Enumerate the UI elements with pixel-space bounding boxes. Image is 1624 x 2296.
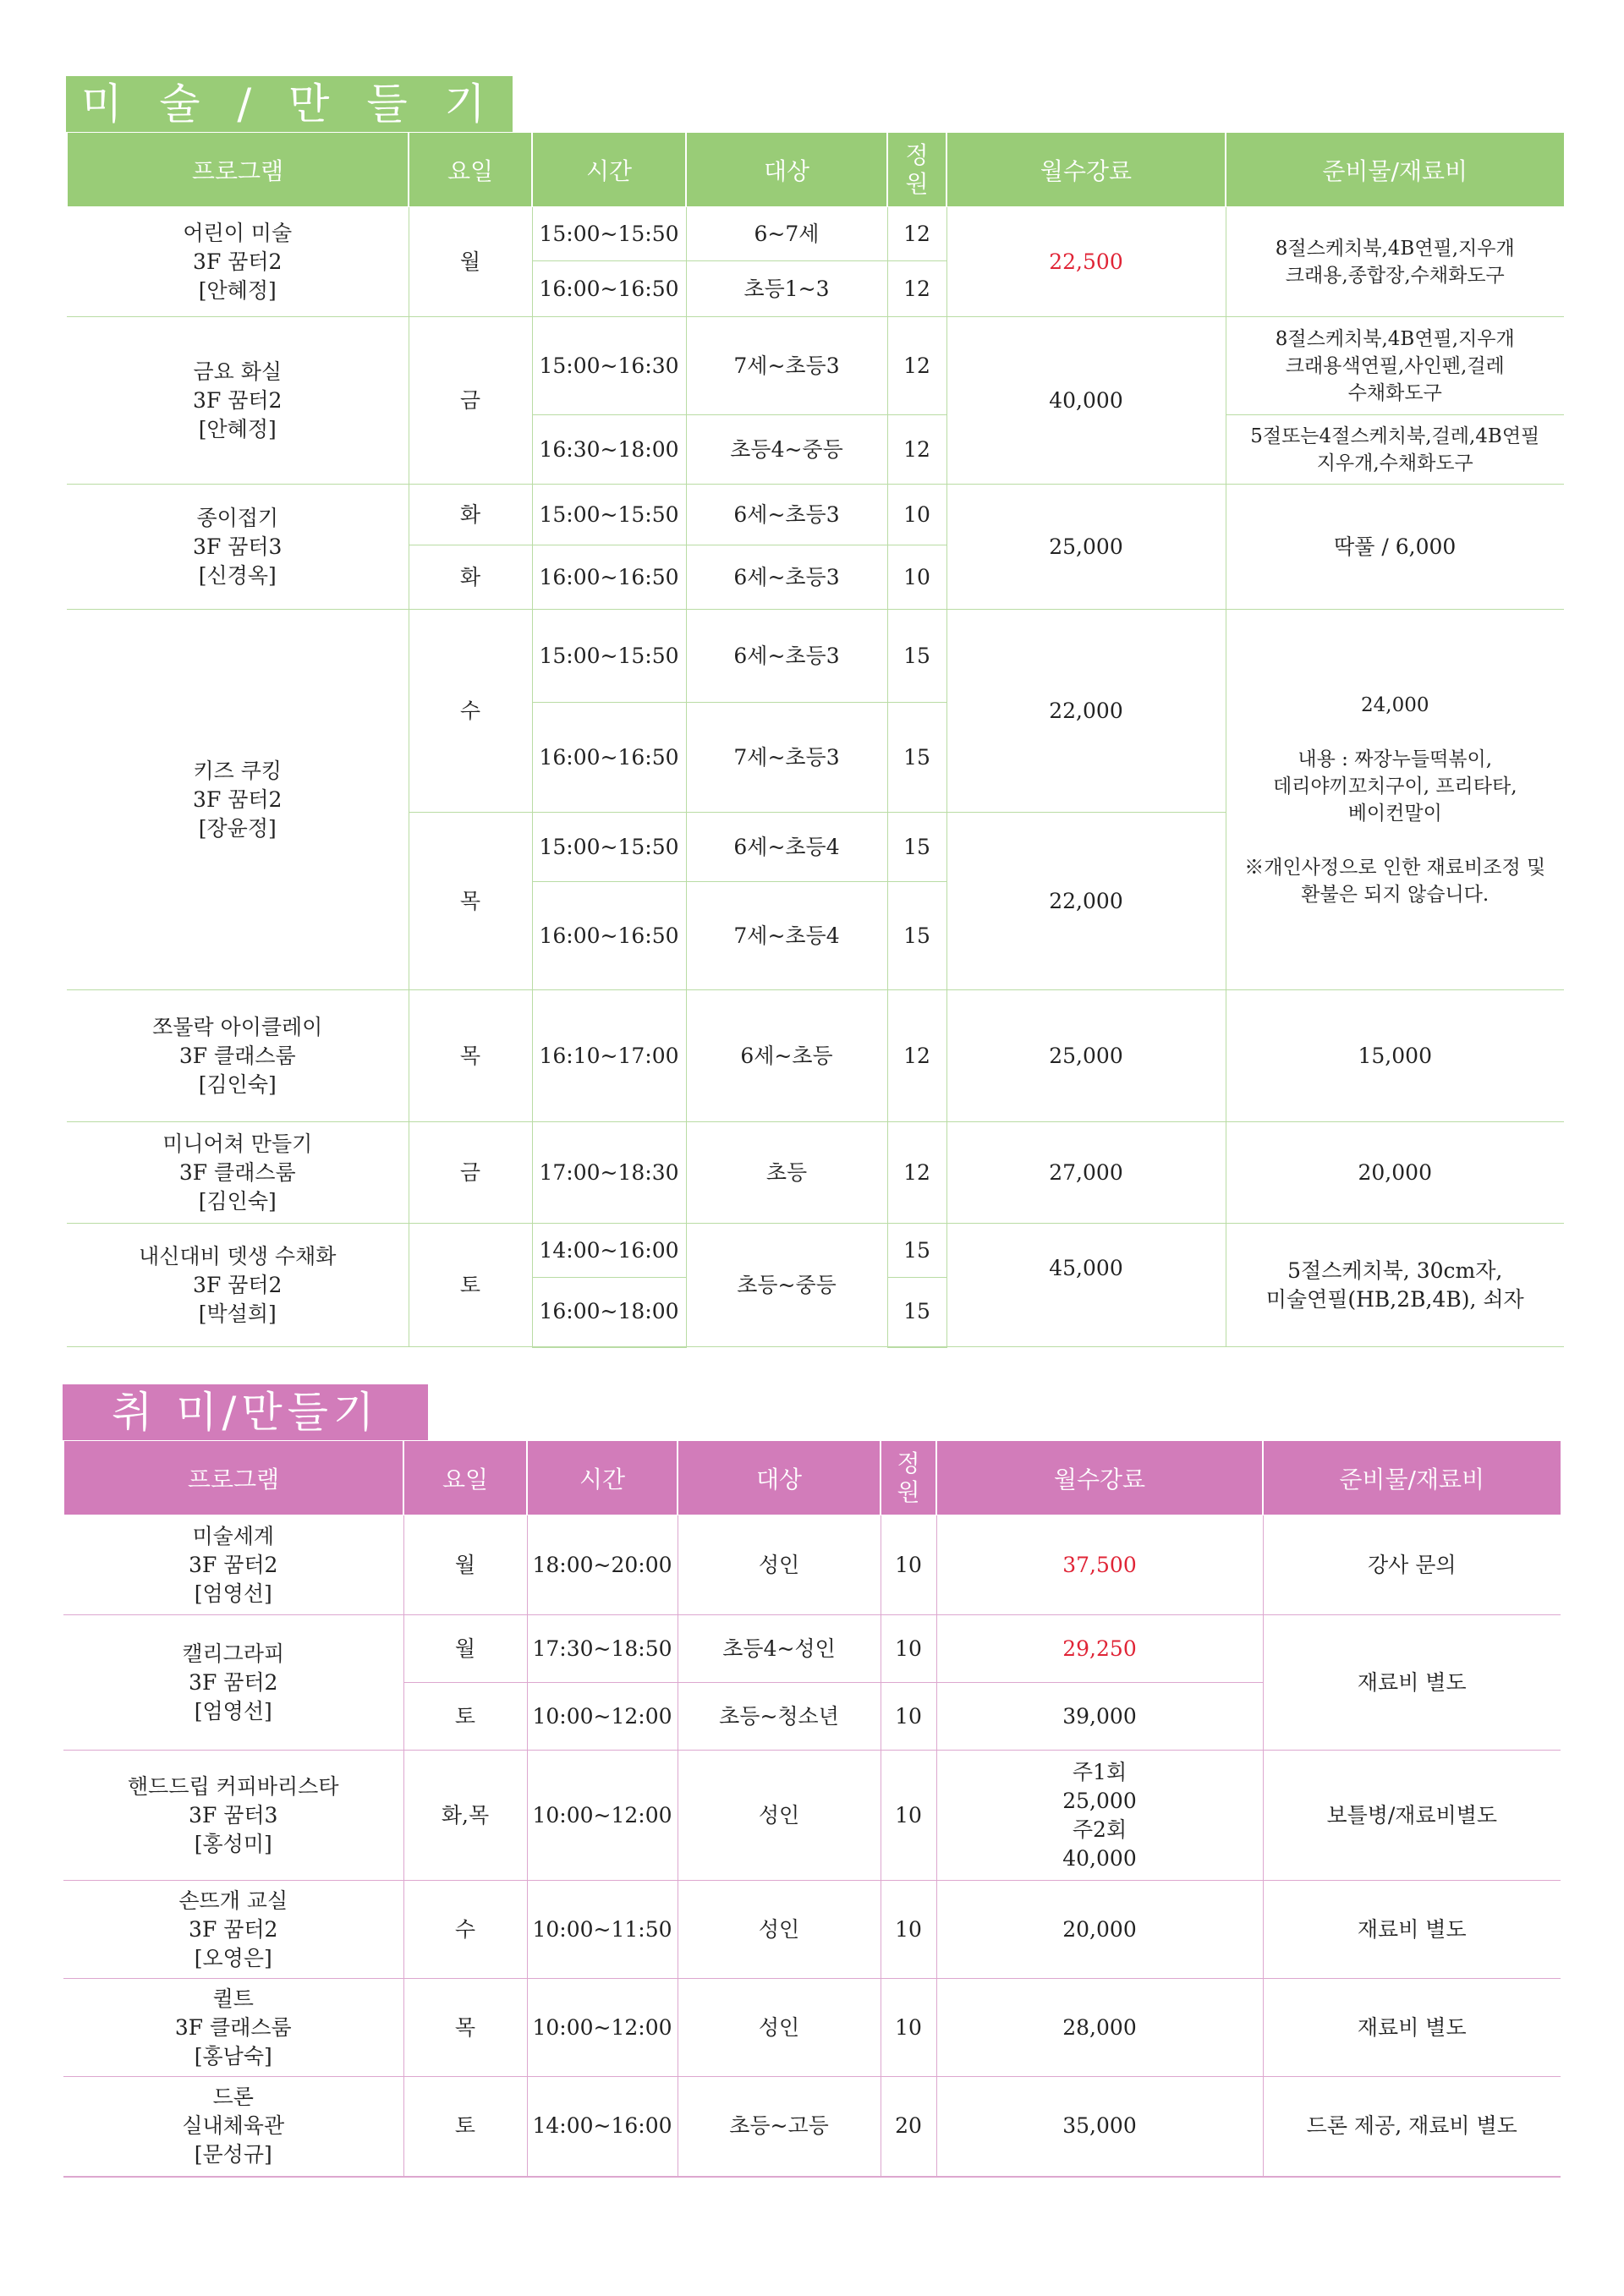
capacity-cell: 10	[887, 545, 946, 610]
header-time: 시간	[527, 1441, 678, 1515]
capacity-cell: 15	[887, 882, 946, 990]
capacity-cell: 10	[881, 1615, 936, 1683]
header-capacity: 정 원	[887, 133, 946, 207]
day-cell: 토	[403, 2077, 527, 2177]
target-cell: 7세~초등3	[686, 703, 887, 813]
header-capacity: 정 원	[881, 1441, 936, 1515]
table-row	[67, 1224, 1564, 1278]
hobby-header-row	[63, 1441, 1561, 1515]
time-cell: 18:00~20:00	[527, 1515, 678, 1615]
program-name: 핸드드립 커피바리스타 3F 꿈터3 [홍성미]	[63, 1751, 403, 1881]
time-cell: 16:00~16:50	[532, 703, 686, 813]
target-cell: 초등~고등	[678, 2077, 881, 2177]
target-cell: 초등4~성인	[678, 1615, 881, 1683]
capacity-cell: 15	[887, 610, 946, 703]
materials-cell: 5절또는4절스케치북,걸레,4B연필 지우개,수채화도구	[1226, 415, 1564, 485]
time-cell: 17:30~18:50	[527, 1615, 678, 1683]
hobby-table	[63, 1440, 1561, 2178]
time-cell: 16:30~18:00	[532, 415, 686, 485]
day-cell: 목	[409, 813, 532, 990]
art-header-row	[67, 133, 1564, 207]
time-cell: 10:00~12:00	[527, 1751, 678, 1881]
fee-cell: 22,500	[946, 207, 1226, 317]
fee-cell: 20,000	[936, 1881, 1263, 1979]
time-cell: 15:00~15:50	[532, 610, 686, 703]
fee-cell: 37,500	[936, 1515, 1263, 1615]
materials-cell: 드론 제공, 재료비 별도	[1263, 2077, 1561, 2177]
capacity-cell: 12	[887, 207, 946, 261]
time-cell: 16:00~16:50	[532, 882, 686, 990]
day-cell: 화	[409, 485, 532, 545]
art-section-title: 미 술 / 만 들 기	[66, 76, 513, 132]
target-cell: 초등~중등	[686, 1224, 887, 1347]
time-cell: 15:00~15:50	[532, 485, 686, 545]
target-cell: 7세~초등3	[686, 317, 887, 415]
time-cell: 17:00~18:30	[532, 1122, 686, 1224]
capacity-cell: 10	[881, 1683, 936, 1751]
target-cell: 6세~초등4	[686, 813, 887, 882]
fee-cell: 28,000	[936, 1979, 1263, 2077]
program-name: 미술세계 3F 꿈터2 [엄영선]	[63, 1515, 403, 1615]
capacity-cell: 15	[887, 813, 946, 882]
program-name: 종이접기 3F 꿈터3 [신경옥]	[67, 485, 409, 610]
day-cell: 토	[403, 1683, 527, 1751]
target-cell: 6세~초등3	[686, 545, 887, 610]
materials-cell: 재료비 별도	[1263, 1615, 1561, 1751]
capacity-cell: 12	[887, 990, 946, 1122]
table-row	[67, 1122, 1564, 1224]
program-name: 드론 실내체육관 [문성규]	[63, 2077, 403, 2177]
capacity-cell: 15	[887, 1278, 946, 1347]
target-cell: 초등	[686, 1122, 887, 1224]
table-row	[63, 1615, 1561, 1683]
day-cell: 토	[409, 1224, 532, 1347]
capacity-cell: 12	[887, 317, 946, 415]
fee-cell: 35,000	[936, 2077, 1263, 2177]
materials-cell: 보틀병/재료비별도	[1263, 1751, 1561, 1881]
day-cell: 금	[409, 317, 532, 485]
fee-cell: 39,000	[936, 1683, 1263, 1751]
header-target: 대상	[686, 133, 887, 207]
program-name: 손뜨개 교실 3F 꿈터2 [오영은]	[63, 1881, 403, 1979]
time-cell: 16:00~16:50	[532, 545, 686, 610]
target-cell: 성인	[678, 1751, 881, 1881]
target-cell: 7세~초등4	[686, 882, 887, 990]
time-cell: 15:00~15:50	[532, 813, 686, 882]
program-name: 키즈 쿠킹 3F 꿈터2 [장윤정]	[67, 610, 409, 990]
capacity-cell: 10	[881, 1515, 936, 1615]
time-cell: 15:00~15:50	[532, 207, 686, 261]
program-name: 쪼물락 아이클레이 3F 클래스룸 [김인숙]	[67, 990, 409, 1122]
capacity-cell: 12	[887, 1122, 946, 1224]
time-cell: 16:10~17:00	[532, 990, 686, 1122]
materials-cell: 재료비 별도	[1263, 1979, 1561, 2077]
day-cell: 월	[403, 1515, 527, 1615]
day-cell: 화	[409, 545, 532, 610]
fee-cell: 주1회 25,000 주2회 40,000	[936, 1751, 1263, 1881]
program-name: 금요 화실 3F 꿈터2 [안혜정]	[67, 317, 409, 485]
target-cell: 6세~초등3	[686, 485, 887, 545]
day-cell: 화,목	[403, 1751, 527, 1881]
target-cell: 6세~초등3	[686, 610, 887, 703]
fee-cell: 25,000	[946, 485, 1226, 610]
materials-cell: 24,000 내용 : 짜장누들떡볶이, 데리야끼꼬치구이, 프리타타, 베이컨말이 ※개인사정으로 인한 재료비조정 및 환불은 되지 않습니다.	[1226, 610, 1564, 990]
time-cell: 10:00~11:50	[527, 1881, 678, 1979]
capacity-cell: 15	[887, 703, 946, 813]
time-cell: 10:00~12:00	[527, 1683, 678, 1751]
target-cell: 초등1~3	[686, 261, 887, 317]
art-table	[66, 132, 1565, 1348]
table-row	[67, 485, 1564, 545]
target-cell: 6세~초등	[686, 990, 887, 1122]
fee-cell: 29,250	[936, 1615, 1263, 1683]
fee-cell: 45,000	[946, 1224, 1226, 1347]
fee-cell: 22,000	[946, 610, 1226, 813]
day-cell: 수	[403, 1881, 527, 1979]
header-fee: 월수강료	[936, 1441, 1263, 1515]
materials-cell: 5절스케치북, 30cm자, 미술연필(HB,2B,4B), 쇠자	[1226, 1224, 1564, 1347]
materials-cell: 8절스케치북,4B연필,지우개 크래용색연필,사인펜,걸레 수채화도구	[1226, 317, 1564, 415]
materials-cell: 20,000	[1226, 1122, 1564, 1224]
materials-cell: 15,000	[1226, 990, 1564, 1122]
header-target: 대상	[678, 1441, 881, 1515]
header-materials: 준비물/재료비	[1263, 1441, 1561, 1515]
capacity-cell: 12	[887, 415, 946, 485]
program-name: 내신대비 뎃생 수채화 3F 꿈터2 [박설희]	[67, 1224, 409, 1347]
target-cell: 성인	[678, 1881, 881, 1979]
time-cell: 14:00~16:00	[527, 2077, 678, 2177]
table-row	[67, 317, 1564, 415]
materials-cell: 강사 문의	[1263, 1515, 1561, 1615]
table-row	[63, 2077, 1561, 2177]
day-cell: 월	[403, 1615, 527, 1683]
capacity-cell: 20	[881, 2077, 936, 2177]
capacity-cell: 10	[887, 485, 946, 545]
capacity-cell: 15	[887, 1224, 946, 1278]
day-cell: 수	[409, 610, 532, 813]
table-row	[63, 1751, 1561, 1881]
table-row	[67, 610, 1564, 703]
header-fee: 월수강료	[946, 133, 1226, 207]
time-cell: 16:00~18:00	[532, 1278, 686, 1347]
program-name: 미니어쳐 만들기 3F 클래스룸 [김인숙]	[67, 1122, 409, 1224]
fee-cell: 27,000	[946, 1122, 1226, 1224]
capacity-cell: 10	[881, 1881, 936, 1979]
header-time: 시간	[532, 133, 686, 207]
header-day: 요일	[409, 133, 532, 207]
target-cell: 6~7세	[686, 207, 887, 261]
day-cell: 월	[409, 207, 532, 317]
header-materials: 준비물/재료비	[1226, 133, 1564, 207]
day-cell: 목	[403, 1979, 527, 2077]
day-cell: 금	[409, 1122, 532, 1224]
time-cell: 14:00~16:00	[532, 1224, 686, 1278]
target-cell: 성인	[678, 1515, 881, 1615]
table-row	[67, 990, 1564, 1122]
target-cell: 초등4~중등	[686, 415, 887, 485]
header-program: 프로그램	[67, 133, 409, 207]
materials-cell: 8절스케치북,4B연필,지우개 크래용,종합장,수채화도구	[1226, 207, 1564, 317]
materials-cell: 재료비 별도	[1263, 1881, 1561, 1979]
program-name: 캘리그라피 3F 꿈터2 [엄영선]	[63, 1615, 403, 1751]
fee-cell: 22,000	[946, 813, 1226, 990]
materials-cell: 딱풀 / 6,000	[1226, 485, 1564, 610]
header-day: 요일	[403, 1441, 527, 1515]
hobby-section-title: 취 미/만들기	[63, 1384, 428, 1440]
time-cell: 10:00~12:00	[527, 1979, 678, 2077]
table-row	[67, 207, 1564, 261]
time-cell: 15:00~16:30	[532, 317, 686, 415]
target-cell: 성인	[678, 1979, 881, 2077]
time-cell: 16:00~16:50	[532, 261, 686, 317]
table-row	[63, 1979, 1561, 2077]
fee-cell: 40,000	[946, 317, 1226, 485]
header-program: 프로그램	[63, 1441, 403, 1515]
table-row	[63, 1881, 1561, 1979]
fee-cell: 25,000	[946, 990, 1226, 1122]
capacity-cell: 10	[881, 1751, 936, 1881]
program-name: 어린이 미술 3F 꿈터2 [안혜정]	[67, 207, 409, 317]
program-name: 퀼트 3F 클래스룸 [홍남숙]	[63, 1979, 403, 2077]
target-cell: 초등~청소년	[678, 1683, 881, 1751]
day-cell: 목	[409, 990, 532, 1122]
capacity-cell: 12	[887, 261, 946, 317]
table-row	[63, 1515, 1561, 1615]
capacity-cell: 10	[881, 1979, 936, 2077]
